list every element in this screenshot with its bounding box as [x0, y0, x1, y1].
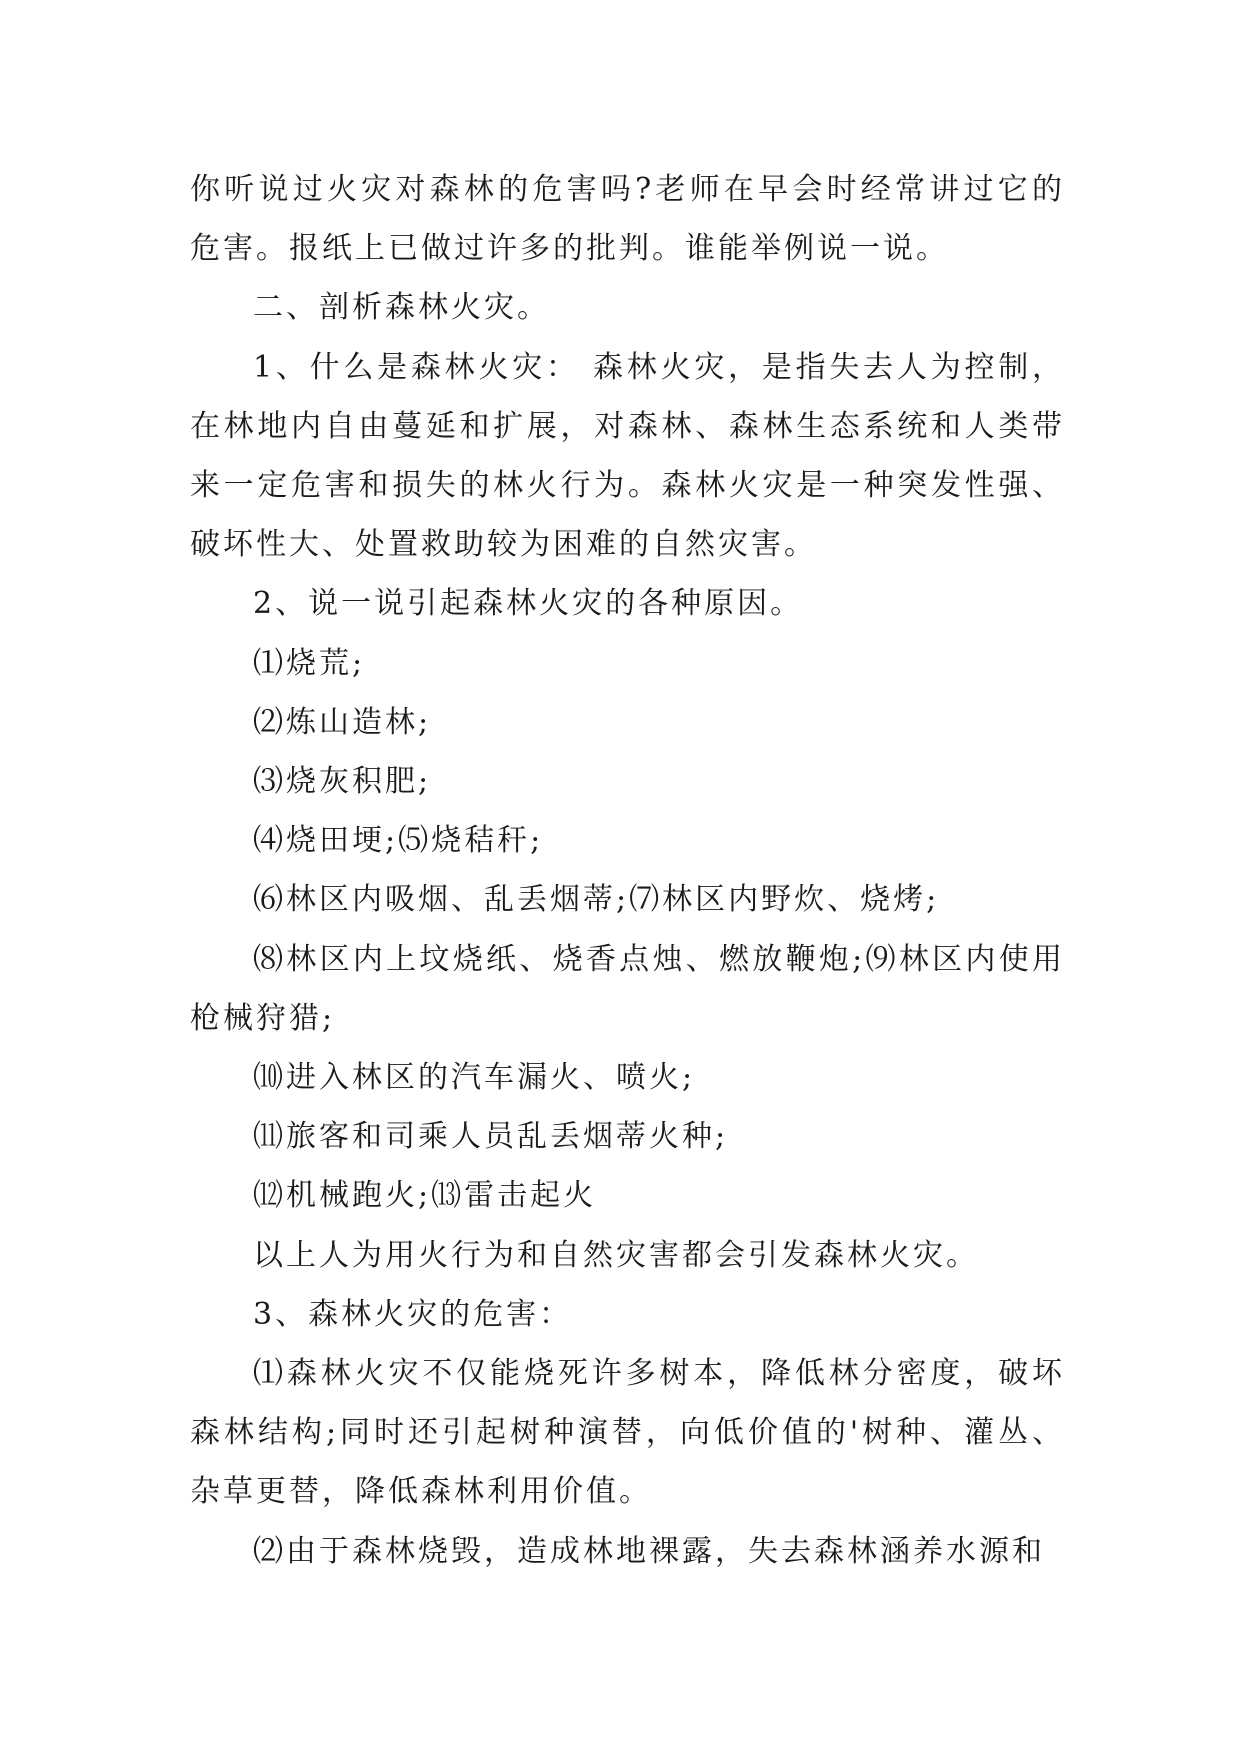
list-item: ⑾旅客和司乘人员乱丢烟蒂火种;: [253, 1119, 729, 1155]
list-item: ⑽进入林区的汽车漏火、喷火;: [253, 1060, 696, 1096]
list-item: ⑻林区内上坟烧纸、烧香点烛、燃放鞭炮;⑼林区内使用枪械狩猎;: [190, 941, 1065, 1036]
list-item: ⑶烧灰积肥;: [253, 764, 432, 800]
list-item: ⑷烧田埂;⑸烧秸秆;: [253, 823, 544, 859]
harm-item-1: ⑴森林火灾不仅能烧死许多树本，降低林分密度，破坏森林结构;同时还引起树种演替，向低价值的'树种、灌丛、杂草更替，降低森林利用价值。: [190, 1356, 1065, 1510]
definition-paragraph: 1、什么是森林火灾： 森林火灾，是指失去人为控制，在林地内自由蔓延和扩展，对森林、森林生态系统和人类带来一定危害和损失的林火行为。森林火灾是一种突发性强、破坏性大、处置救助较为困难的自然灾害。: [190, 349, 1065, 563]
causes-summary: 以上人为用火行为和自然灾害都会引发森林火灾。: [253, 1237, 979, 1273]
list-item: ⑴烧荒;: [253, 645, 366, 681]
list-item: ⑵炼山造林;: [253, 704, 432, 740]
harm-heading: 3、森林火灾的危害：: [253, 1296, 573, 1332]
list-item: ⑿机械跑火;⒀雷击起火: [253, 1178, 597, 1214]
document-body: [190, 160, 1065, 1581]
list-item: ⑹林区内吸烟、乱丢烟蒂;⑺林区内野炊、烧烤;: [253, 882, 940, 918]
causes-heading: 2、说一说引起森林火灾的各种原因。: [253, 586, 804, 622]
harm-item-2: ⑵由于森林烧毁，造成林地裸露，失去森林涵养水源和: [253, 1533, 1045, 1569]
intro-paragraph: 你听说过火灾对森林的危害吗?老师在早会时经常讲过它的危害。报纸上已做过许多的批判。谁能举例说一说。: [190, 172, 1065, 267]
section-heading-analysis: 二、剖析森林火灾。: [253, 290, 550, 326]
